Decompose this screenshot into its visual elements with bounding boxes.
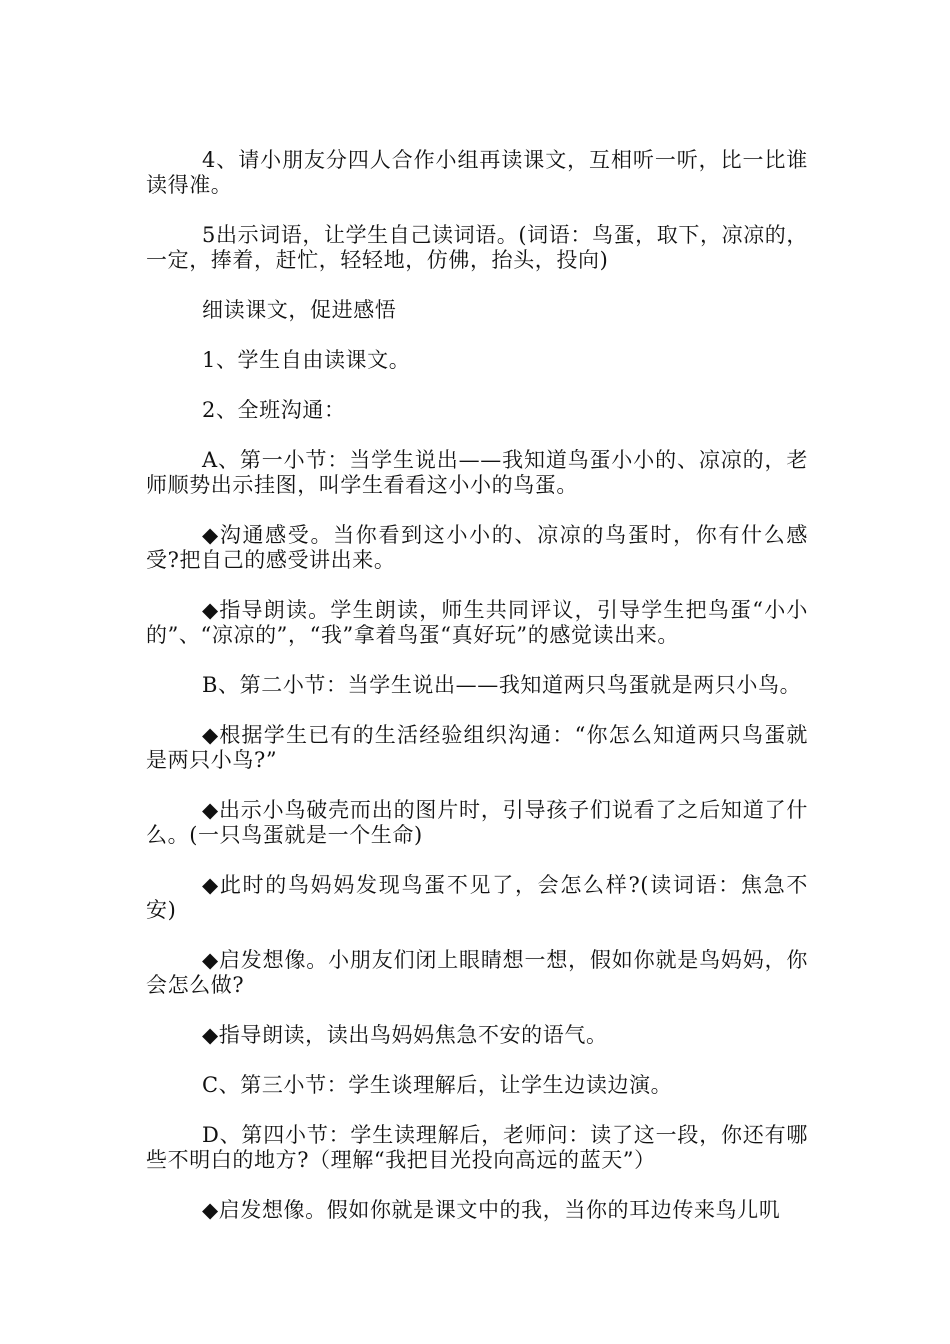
paragraph-section-c: C、第三小节：学生谈理解后，让学生边读边演。 — [202, 1073, 673, 1097]
paragraph-section-b: B、第二小节：当学生说出——我知道两只鸟蛋就是两只小鸟。 — [202, 673, 802, 697]
paragraph-bullet-picture: ◆出示小鸟破壳而出的图片时，引导孩子们说看了之后知道了什么。(一只鸟蛋就是一个生命) — [146, 798, 808, 847]
paragraph-step-1: 1、学生自由读课文。 — [202, 348, 411, 372]
paragraph-section-heading: 细读课文，促进感悟 — [202, 298, 397, 322]
paragraph-bullet-imagine: ◆启发想像。小朋友们闭上眼睛想一想，假如你就是鸟妈妈，你会怎么做? — [146, 948, 808, 997]
paragraph-bullet-imagine-sky: ◆启发想像。假如你就是课文中的我，当你的耳边传来鸟儿叽 — [202, 1198, 781, 1222]
paragraph-group-reading: 4、请小朋友分四人合作小组再读课文，互相听一听，比一比谁读得准。 — [146, 148, 808, 197]
paragraph-section-d: D、第四小节：学生读理解后，老师问：读了这一段，你还有哪些不明白的地方?（理解“我把目光投向高远的蓝天”） — [146, 1123, 808, 1172]
paragraph-vocabulary: 5出示词语，让学生自己读词语。(词语：鸟蛋，取下，凉凉的，一定，捧着，赶忙，轻轻地，仿佛，抬头，投向) — [146, 223, 808, 272]
paragraph-step-2: 2、全班沟通： — [202, 398, 346, 422]
paragraph-bullet-tone: ◆指导朗读，读出鸟妈妈焦急不安的语气。 — [202, 1023, 608, 1047]
paragraph-bullet-experience: ◆根据学生已有的生活经验组织沟通：“你怎么知道两只鸟蛋就是两只小鸟?” — [146, 723, 808, 772]
paragraph-section-a: A、第一小节：当学生说出——我知道鸟蛋小小的、凉凉的，老师顺势出示挂图，叫学生看看这小小的鸟蛋。 — [146, 448, 808, 497]
document-body — [146, 148, 808, 1248]
paragraph-bullet-reading-guide: ◆指导朗读。学生朗读，师生共同评议，引导学生把鸟蛋“小小的”、“凉凉的”，“我”拿着鸟蛋“真好玩”的感觉读出来。 — [146, 598, 808, 647]
paragraph-bullet-mother-bird: ◆此时的鸟妈妈发现鸟蛋不见了，会怎么样?(读词语：焦急不安) — [146, 873, 808, 922]
paragraph-bullet-feeling: ◆沟通感受。当你看到这小小的、凉凉的鸟蛋时，你有什么感受?把自己的感受讲出来。 — [146, 523, 808, 572]
